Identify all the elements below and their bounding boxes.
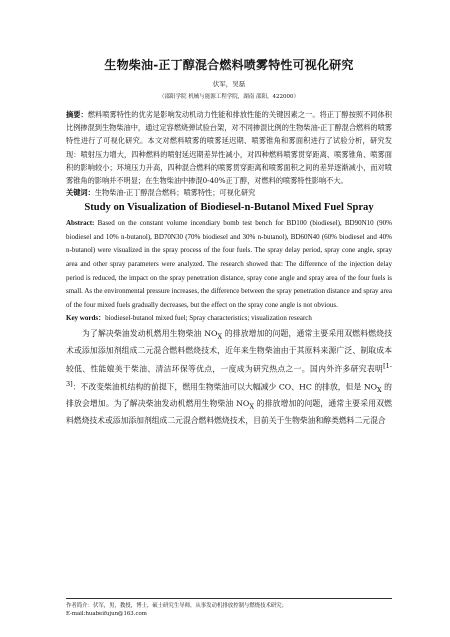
abstract-cn	[66, 108, 392, 187]
abstract-en-text: Based on the constant volume incendiary bomb test bench for BD100 (biodiesel), BD90N10 (90% biodiesel and 10% n-butanol), BD70N30 (70% biodiesel and 30% n-butanol), BD60N40 (60% biodiesel and 40% n-butanol) were visualized in the spray process of the four fuels. The spray delay period, spray cone angle, spray area and other spray parameters were analyzed. The research showed that: The difference of the injection delay period is reduced, the impact on the spray penetration distance, spray cone angle and spray area of the four fuels is small. As the environmental pressure increases, the difference between the spray penetration distance and spray area of the four mixed fuels gradually decreases, but the effect on the spray cone angle is not obvious.	[66, 219, 392, 309]
paper-title-en: Study on Visualization of Biodiesel-n-Butanol Mixed Fuel Spray	[84, 202, 374, 214]
body-paragraph	[66, 327, 392, 428]
body-text-run: 的排放会增加。为了解决柴油发动机燃用生物柴油 NO	[66, 382, 392, 409]
author-footnote	[66, 598, 392, 618]
abstract-en-label: Abstract:	[66, 219, 95, 228]
abstract-en	[66, 217, 392, 312]
paper-title-cn: 生物柴油-正丁醇混合燃料喷雾特性可视化研究	[104, 58, 354, 72]
body-text-run: ：不改变柴油机结构的前提下，燃用生物柴油可以大幅减少 CO、HC 的排放，但是 NO	[72, 382, 378, 392]
paper-authors: 伏军，吴磊	[212, 80, 246, 88]
keywords-en	[66, 312, 392, 325]
citation-superscript: [1-3]	[66, 361, 392, 388]
keywords-en-text: biodiesel-butanol mixed fuel; Spray characteristics; visualization research	[105, 314, 312, 323]
body-text-run: 的排放增加的问题，通常主要采用双燃料燃烧技术或添加添加剂组成二元混合燃料燃烧技术，目前关于生物柴油和醇类燃料二元混合	[66, 399, 392, 426]
body-text-run: 为了解决柴油发动机燃用生物柴油 NO	[82, 329, 218, 339]
keywords-cn	[66, 187, 392, 199]
nox-subscript: X	[249, 402, 254, 411]
abstract-cn-text: 燃料喷雾特性的优劣是影响发动机动力性能和排放性能的关键因素之一。将正丁醇按照不同体积比例掺混到生物柴油中，通过定容燃烧弹试验台架，对不同掺混比例的生物柴油-正丁醇混合燃料的喷雾特性进行了可视化研究。本文对燃料喷雾的喷雾延迟期、喷雾锥角和雾面积进行了试验分析，研究发现：喷射压力增大，四种燃料的喷射延迟期差异性减小，对四种燃料喷雾贯穿距离、喷雾锥角、喷雾面积的影响较小；环境压力升高，四种混合燃料的喷雾贯穿距离和喷雾面积之间的差异逐渐减小，而对喷雾锥角的影响并不明显；在生物柴油中掺混0-40%正丁醇，对燃料的喷雾特性影响不大。	[66, 110, 392, 186]
keywords-cn-text: 生物柴油-正丁醇混合燃料；喷雾特性；可视化研究	[94, 188, 256, 198]
abstract-cn-label: 摘要：	[66, 110, 88, 119]
keywords-en-label: Key words：	[66, 314, 106, 323]
nox-subscript: X	[377, 385, 382, 394]
nox-subscript: X	[217, 332, 223, 341]
body-text-run: 的排放增加的问题，通常主要采用双燃料燃烧技术或添加添加剂组成二元混合燃料燃烧技术，近年来生物柴油由于其原料来源广泛、制取成本较低、性能媲美于柴油、清洁环保等优点，一度成为研究热点之一。国内外许多研究表明	[66, 329, 392, 374]
footnote-email: E-mail:huabeifujun@163.com	[66, 611, 147, 617]
footnote-author-info: 作者简介：伏军，男，教授，博士，硕士研究生导师，从事发动机排放控制与燃烧技术研究；	[66, 603, 288, 609]
paper-affiliation: （邵阳学院 机械与能源工程学院，湖南 邵阳，422000）	[159, 94, 299, 100]
keywords-cn-label: 关键词：	[66, 188, 95, 198]
